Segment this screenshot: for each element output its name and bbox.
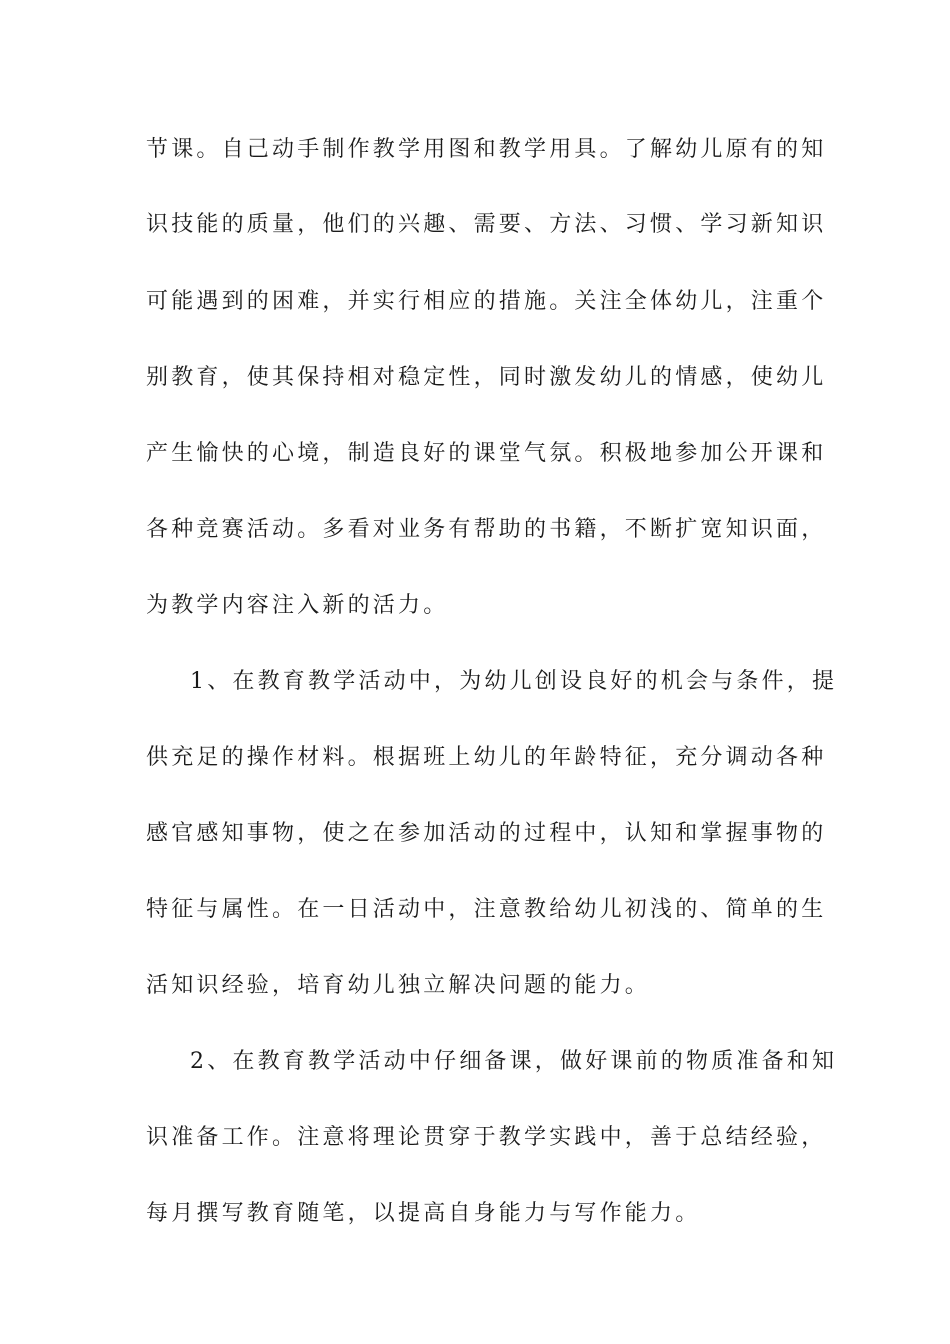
paragraph-1-first-line: 1、在教育教学活动中，为幼儿创设良好的机会与条件，提 xyxy=(190,669,838,694)
text-line: 供充足的操作材料。根据班上幼儿的年龄特征，充分调动各种 xyxy=(146,745,827,770)
text-line: 可能遇到的困难，并实行相应的措施。关注全体幼儿，注重个 xyxy=(146,289,827,314)
text-line: 为教学内容注入新的活力。 xyxy=(146,593,449,618)
text-line: 各种竞赛活动。多看对业务有帮助的书籍，不断扩宽知识面， xyxy=(146,517,827,542)
text-line: 节课。自己动手制作教学用图和教学用具。了解幼儿原有的知 xyxy=(146,137,827,162)
text-line: 特征与属性。在一日活动中，注意教给幼儿初浅的、简单的生 xyxy=(146,897,827,922)
text-line: 每月撰写教育随笔，以提高自身能力与写作能力。 xyxy=(146,1201,701,1226)
text-line: 活知识经验，培育幼儿独立解决问题的能力。 xyxy=(146,973,651,998)
paragraph-2-first-line: 2、在教育教学活动中仔细备课，做好课前的物质准备和知 xyxy=(190,1049,838,1074)
text-line: 感官感知事物，使之在参加活动的过程中，认知和掌握事物的 xyxy=(146,821,827,846)
text-line: 识准备工作。注意将理论贯穿于教学实践中，善于总结经验， xyxy=(146,1125,827,1150)
text-line: 产生愉快的心境，制造良好的课堂气氛。积极地参加公开课和 xyxy=(146,441,827,466)
text-line: 别教育，使其保持相对稳定性，同时激发幼儿的情感，使幼儿 xyxy=(146,365,827,390)
text-line: 识技能的质量，他们的兴趣、需要、方法、习惯、学习新知识 xyxy=(146,212,827,237)
